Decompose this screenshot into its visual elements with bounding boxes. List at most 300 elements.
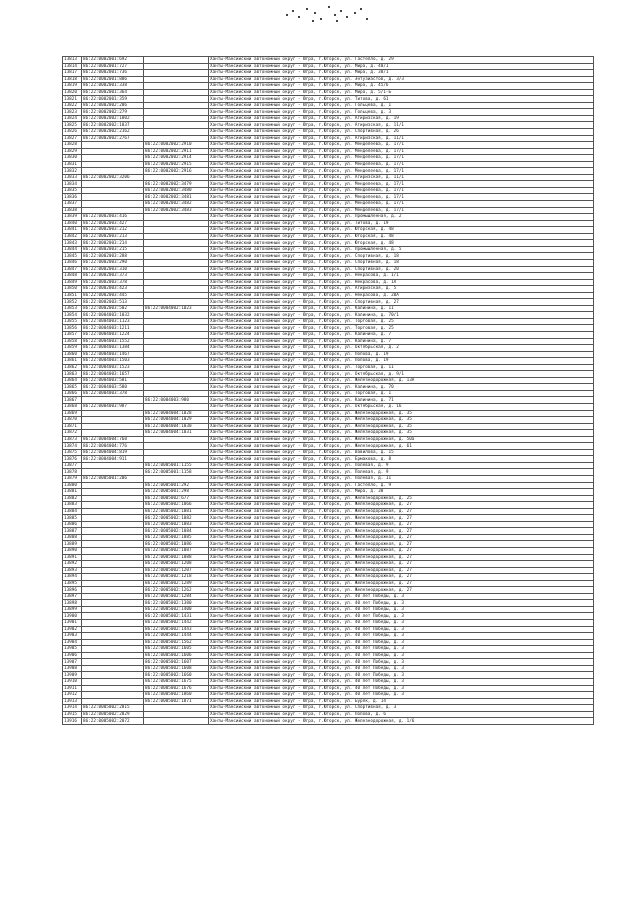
linked-cadastral-number-cell: 86:22:0005002:1085 <box>144 534 209 541</box>
cadastral-number-cell: 86:22:0002003:502 <box>82 305 144 312</box>
address-cell: Ханты-Мансийский автономный округ - Югра, г.Югорск, ул. Менделеева, д. 17/1 <box>209 194 594 201</box>
address-cell: Ханты-Мансийский автономный округ - Югра, г.Югорск, ул. Полевая, д. 9 <box>209 469 594 476</box>
row-number-cell: 13835 <box>63 187 82 194</box>
scan-speckle <box>286 14 288 16</box>
address-cell: Ханты-Мансийский автономный округ - Югра, г.Югорск, ул. Энтузиастов, д. 3/3 <box>209 76 594 83</box>
linked-cadastral-number-cell: 86:22:0005002:1660 <box>144 672 209 679</box>
row-number-cell: 13905 <box>63 646 82 653</box>
address-cell: Ханты-Мансийский автономный округ - Югра, г.Югорск, ул. Железнодорожная, д. 35 <box>209 430 594 437</box>
linked-cadastral-number-cell: 86:22:0004004:1030 <box>144 423 209 430</box>
cadastral-number-cell: 86:22:0002001:727 <box>82 63 144 70</box>
address-cell: Ханты-Мансийский автономный округ - Югра, г.Югорск, ул. 40 лет Победы, д. 3 <box>209 685 594 692</box>
linked-cadastral-number-cell: 86:22:0002002:2915 <box>144 161 209 168</box>
row-number-cell: 13838 <box>63 207 82 214</box>
linked-cadastral-number-cell: 86:22:0004002:1023 <box>144 305 209 312</box>
address-cell: Ханты-Мансийский автономный округ - Югра, г.Югорск, ул. Железнодорожная, д. 27 <box>209 554 594 561</box>
linked-cadastral-number-cell: 86:22:0005002:1218 <box>144 574 209 581</box>
address-cell: Ханты-Мансийский автономный округ - Югра, г.Югорск, ул. Спортивная, д. 27 <box>209 299 594 306</box>
address-cell: Ханты-Мансийский автономный округ - Югра, г.Югорск, ул. Железнодорожная, д. 13А <box>209 377 594 384</box>
address-cell: Ханты-Мансийский автономный округ - Югра, г.Югорск, ул. Калинина, д. 7 <box>209 331 594 338</box>
scan-speckle <box>334 14 336 16</box>
cadastral-number-cell: 86:22:0004004:819 <box>82 449 144 456</box>
row-number-cell: 13911 <box>63 685 82 692</box>
linked-cadastral-number-cell: 86:22:0002002:3481 <box>144 194 209 201</box>
address-cell: Ханты-Мансийский автономный округ - Югра, г.Югорск, ул. Гастелло, д. 9 <box>209 482 594 489</box>
linked-cadastral-number-cell: 86:22:0005002:1400 <box>144 606 209 613</box>
linked-cadastral-number-cell: 86:22:0002002:3480 <box>144 187 209 194</box>
linked-cadastral-number-cell: 86:22:0005002:1443 <box>144 626 209 633</box>
linked-cadastral-number-cell: 86:22:0005002:1431 <box>144 613 209 620</box>
row-number-cell: 13901 <box>63 620 82 627</box>
row-number-cell: 13907 <box>63 659 82 666</box>
scan-speckle <box>320 18 322 20</box>
row-number-cell: 13897 <box>63 593 82 600</box>
row-number-cell: 13852 <box>63 299 82 306</box>
row-number-cell: 13898 <box>63 600 82 607</box>
cadastral-number-cell: 86:22:0002001:806 <box>82 76 144 83</box>
row-number-cell: 13868 <box>63 403 82 410</box>
address-cell: Ханты-Мансийский автономный округ - Югра, г.Югорск, ул. 40 лет Победы, д. 3 <box>209 606 594 613</box>
row-number-cell: 13825 <box>63 122 82 129</box>
row-number-cell: 13871 <box>63 423 82 430</box>
address-cell: Ханты-Мансийский автономный округ - Югра, г.Югорск, ул. Менделеева, д. 17/1 <box>209 142 594 149</box>
cadastral-number-cell: 86:22:0002002:206 <box>82 102 144 109</box>
linked-cadastral-number-cell: 86:22:0005002:1606 <box>144 652 209 659</box>
cadastral-number-cell: 86:22:0002003:423 <box>82 286 144 293</box>
address-cell: Ханты-Мансийский автономный округ - Югра, г.Югорск, ул. Титова, д. 61 <box>209 96 594 103</box>
address-cell: Ханты-Мансийский автономный округ - Югра, г.Югорск, ул. Октябрьская, д. 16 <box>209 403 594 410</box>
address-cell: Ханты-Мансийский автономный округ - Югра, г.Югорск, ул. Мира, д. 5/1-Б <box>209 89 594 96</box>
address-cell: Ханты-Мансийский автономный округ - Югра, г.Югорск, ул. Калинина, д. 71 <box>209 397 594 404</box>
cadastral-number-cell: 86:22:0004003:1123 <box>82 318 144 325</box>
row-number-cell: 13856 <box>63 325 82 332</box>
address-cell: Ханты-Мансийский автономный округ - Югра, г.Югорск, ул. Агиризская, д. 11/1 <box>209 122 594 129</box>
linked-cadastral-number-cell: 86:22:0005001:1158 <box>144 469 209 476</box>
linked-cadastral-number-cell: 86:22:0005002:1605 <box>144 646 209 653</box>
address-cell: Ханты-Мансийский автономный округ - Югра, г.Югорск, ул. Некрасова, д. 20А <box>209 292 594 299</box>
row-number-cell: 13883 <box>63 502 82 509</box>
linked-cadastral-number-cell: 86:22:0005002:1860 <box>144 692 209 699</box>
linked-cadastral-number-cell: 86:22:0005002:1871 <box>144 698 209 705</box>
row-number-cell: 13891 <box>63 554 82 561</box>
linked-cadastral-number-cell: 86:22:0002002:2911 <box>144 148 209 155</box>
address-cell: Ханты-Мансийский автономный округ - Югра, г.Югорск, ул. Калинина, д. 70/1 <box>209 312 594 319</box>
address-cell: Ханты-Мансийский автономный округ - Югра, г.Югорск, ул. 40 лет Победы, д. 3 <box>209 652 594 659</box>
linked-cadastral-number-cell: 86:22:0002002:3482 <box>144 201 209 208</box>
row-number-cell: 13903 <box>63 633 82 640</box>
address-cell: Ханты-Мансийский автономный округ - Югра, г.Югорск, ул. Железнодорожная, д. 27 <box>209 515 594 522</box>
cadastral-number-cell: 86:22:0002002:2767 <box>82 135 144 142</box>
linked-cadastral-number-cell: 86:22:0005002:677 <box>144 495 209 502</box>
row-number-cell: 13866 <box>63 390 82 397</box>
linked-cadastral-number-cell: 86:22:0005001:298 <box>144 489 209 496</box>
address-cell: Ханты-Мансийский автономный округ - Югра, г.Югорск, ул. Менделеева, д. 17/1 <box>209 201 594 208</box>
row-number-cell: 13860 <box>63 351 82 358</box>
address-cell: Ханты-Мансийский автономный округ - Югра, г.Югорск, ул. Мира, д. 38 <box>209 489 594 496</box>
row-number-cell: 13882 <box>63 495 82 502</box>
row-number-cell: 13818 <box>63 76 82 83</box>
linked-cadastral-number-cell: 86:22:0005002:1087 <box>144 548 209 555</box>
row-number-cell: 13888 <box>63 534 82 541</box>
address-cell: Ханты-Мансийский автономный округ - Югра, г.Югорск, ул. Железнодорожная, д. 27 <box>209 502 594 509</box>
address-cell: Ханты-Мансийский автономный округ - Югра, г.Югорск, ул. Югорская, д. 48 <box>209 227 594 234</box>
address-cell: Ханты-Мансийский автономный округ - Югра, г.Югорск, ул. 40 лет Победы, д. 3 <box>209 620 594 627</box>
address-cell: Ханты-Мансийский автономный округ - Югра, г.Югорск, ул. 40 лет Победы, д. 3 <box>209 665 594 672</box>
address-cell: Ханты-Мансийский автономный округ - Югра, г.Югорск, ул. Железнодорожная, д. 27 <box>209 541 594 548</box>
row-number-cell: 13834 <box>63 181 82 188</box>
row-number-cell: 13822 <box>63 102 82 109</box>
address-cell: Ханты-Мансийский автономный округ - Югра, г.Югорск, ул. Югорская, д. 48 <box>209 233 594 240</box>
address-cell: Ханты-Мансийский автономный округ - Югра, г.Югорск, ул. Югорская, д. 48 <box>209 240 594 247</box>
address-cell: Ханты-Мансийский автономный округ - Югра, г.Югорск, ул. Агиризская, д. 5 <box>209 286 594 293</box>
row-number-cell: 13858 <box>63 338 82 345</box>
row-number-cell: 13895 <box>63 580 82 587</box>
row-number-cell: 13910 <box>63 678 82 685</box>
cadastral-number-cell: 86:22:0004003:987 <box>82 403 144 410</box>
address-cell: Ханты-Мансийский автономный округ - Югра, г.Югорск, ул. Калинина, д. 7 <box>209 338 594 345</box>
address-cell: Ханты-Мансийский автономный округ - Югра, г.Югорск, ул. 40 лет Победы, д. 3 <box>209 600 594 607</box>
cadastral-number-cell: 86:22:0004004:911 <box>82 456 144 463</box>
row-number-cell: 13892 <box>63 561 82 568</box>
row-number-cell: 13850 <box>63 286 82 293</box>
scan-speckle <box>354 12 356 14</box>
linked-cadastral-number-cell: 86:22:0005002:1284 <box>144 593 209 600</box>
address-cell: Ханты-Мансийский автономный округ - Югра, г.Югорск, ул. Железнодорожная, д. 27 <box>209 580 594 587</box>
row-number-cell: 13893 <box>63 567 82 574</box>
address-cell: Ханты-Мансийский автономный округ - Югра, г.Югорск, ул. 40 лет Победы, д. 3 <box>209 659 594 666</box>
address-cell: Ханты-Мансийский автономный округ - Югра, г.Югорск, ул. Менделеева, д. 17/1 <box>209 168 594 175</box>
row-number-cell: 13823 <box>63 109 82 116</box>
row-number-cell: 13916 <box>63 718 82 725</box>
address-cell: Ханты-Мансийский автономный округ - Югра, г.Югорск, ул. Менделеева, д. 17/1 <box>209 187 594 194</box>
address-cell: Ханты-Мансийский автономный округ - Югра, г.Югорск, ул. Спортивная, д. 18 <box>209 253 594 260</box>
cadastral-number-cell: 86:22:0004003:580 <box>82 384 144 391</box>
address-cell: Ханты-Мансийский автономный округ - Югра, г.Югорск, ул. Торговая, д. 25 <box>209 318 594 325</box>
address-cell: Ханты-Мансийский автономный округ - Югра, г.Югорск, ул. Гольцева, д. 1 <box>209 102 594 109</box>
address-cell: Ханты-Мансийский автономный округ - Югра, г.Югорск, ул. Калинина, д. 11 <box>209 305 594 312</box>
address-cell: Ханты-Мансийский автономный округ - Югра, г.Югорск, ул. Мира, д. 45/6 <box>209 83 594 90</box>
row-number-cell: 13819 <box>63 83 82 90</box>
row-number-cell: 13836 <box>63 194 82 201</box>
row-number-cell: 13909 <box>63 672 82 679</box>
linked-cadastral-number-cell: 86:22:0004004:1031 <box>144 430 209 437</box>
address-cell: Ханты-Мансийский автономный округ - Югра, г.Югорск, ул. Агиризская, д. 11/1 <box>209 174 594 181</box>
scan-speckle <box>312 20 314 22</box>
cadastral-number-cell: 86:22:0005001:206 <box>82 476 144 483</box>
address-cell: Ханты-Мансийский автономный округ - Югра, г.Югорск, ул. Калинина, д. 70 <box>209 384 594 391</box>
address-cell: Ханты-Мансийский автономный округ - Югра, г.Югорск, ул. Железнодорожная, д. 35 <box>209 423 594 430</box>
linked-cadastral-number-cell: 86:22:0005002:1088 <box>144 554 209 561</box>
row-number-cell: 13842 <box>63 233 82 240</box>
cadastral-number-cell: 86:22:0002002:3206 <box>82 174 144 181</box>
cadastral-number-cell: 86:22:0004003:1467 <box>82 351 144 358</box>
linked-cadastral-number-cell: 86:22:0005002:1380 <box>144 600 209 607</box>
address-cell: Ханты-Мансийский автономный округ - Югра, г.Югорск, ул. Попова, д. 6 <box>209 711 594 718</box>
scan-speckle <box>306 8 308 10</box>
row-number-cell: 13832 <box>63 168 82 175</box>
row-number-cell: 13829 <box>63 148 82 155</box>
address-cell: Ханты-Мансийский автономный округ - Югра, г.Югорск, ул. Железнодорожная, д. 27 <box>209 587 594 594</box>
address-cell: Ханты-Мансийский автономный округ - Югра, г.Югорск, ул. Гастелло, д. 29 <box>209 57 594 64</box>
address-cell: Ханты-Мансийский автономный округ - Югра, г.Югорск, ул. Спортивная, д. 20 <box>209 266 594 273</box>
row-number-cell: 13877 <box>63 462 82 469</box>
cadastral-number-cell: 86:22:0004003:1523 <box>82 364 144 371</box>
linked-cadastral-number-cell: 86:22:0005002:1675 <box>144 678 209 685</box>
row-number-cell: 13863 <box>63 371 82 378</box>
address-cell: Ханты-Мансийский автономный округ - Югра, г.Югорск, ул. Железнодорожная, д. 1/6 <box>209 718 594 725</box>
address-cell: Ханты-Мансийский автономный округ - Югра, г.Югорск, ул. Мира, д. 40/1 <box>209 63 594 70</box>
row-number-cell: 13900 <box>63 613 82 620</box>
cadastral-number-cell: 86:22:0004003:1032 <box>82 312 144 319</box>
row-number-cell: 13904 <box>63 639 82 646</box>
cadastral-number-cell: 86:22:0002002:279 <box>82 109 144 116</box>
row-number-cell: 13861 <box>63 358 82 365</box>
row-number-cell: 13906 <box>63 652 82 659</box>
cadastral-number-cell: 86:22:0004004:776 <box>82 443 144 450</box>
cadastral-number-cell: 86:22:0002003:378 <box>82 279 144 286</box>
linked-cadastral-number-cell: 86:22:0004003:980 <box>144 397 209 404</box>
address-cell: Ханты-Мансийский автономный округ - Югра, г.Югорск, ул. Полевая, д. 11 <box>209 476 594 483</box>
linked-cadastral-number-cell: 86:22:0005002:1444 <box>144 633 209 640</box>
cadastral-number-cell: 86:22:0002001:364 <box>82 89 144 96</box>
linked-cadastral-number-cell: 86:22:0002002:3483 <box>144 207 209 214</box>
row-number-cell: 13884 <box>63 508 82 515</box>
row-number-cell: 13841 <box>63 227 82 234</box>
address-cell: Ханты-Мансийский автономный округ - Югра, г.Югорск, ул. 40 лет Победы, д. 3 <box>209 613 594 620</box>
row-number-cell: 13886 <box>63 521 82 528</box>
address-cell: Ханты-Мансийский автономный округ - Югра, г.Югорск, ул. Некрасова, д. 1/1 <box>209 273 594 280</box>
row-number-cell: 13869 <box>63 410 82 417</box>
cadastral-number-cell: 86:22:0002001:359 <box>82 96 144 103</box>
linked-cadastral-number-cell <box>144 718 209 725</box>
address-cell: Ханты-Мансийский автономный округ - Югра, г.Югорск, ул. Железнодорожная, д. 35 <box>209 410 594 417</box>
row-number-cell: 13813 <box>63 57 82 64</box>
row-number-cell: 13837 <box>63 201 82 208</box>
linked-cadastral-number-cell: 86:22:0005002:1084 <box>144 528 209 535</box>
linked-cadastral-number-cell: 86:22:0005002:1676 <box>144 685 209 692</box>
linked-cadastral-number-cell: 86:22:0005002:1081 <box>144 508 209 515</box>
cadastral-number-cell: 86:22:0002003:214 <box>82 240 144 247</box>
cadastral-number-cell: 86:22:0005002:2029 <box>82 711 144 718</box>
address-cell: Ханты-Мансийский автономный округ - Югра, г.Югорск, ул. 40 лет Победы, д. 3 <box>209 646 594 653</box>
cadastral-number-cell: 86:22:0002003:212 <box>82 227 144 234</box>
row-number-cell: 13908 <box>63 665 82 672</box>
address-cell: Ханты-Мансийский автономный округ - Югра, г.Югорск, ул. Менделеева, д. 17/1 <box>209 161 594 168</box>
address-cell: Ханты-Мансийский автономный округ - Югра, г.Югорск, ул. Железнодорожная, д. 27 <box>209 574 594 581</box>
cadastral-number-cell: 86:22:0004003:1224 <box>82 331 144 338</box>
row-number-cell: 13840 <box>63 220 82 227</box>
row-number-cell: 13867 <box>63 397 82 404</box>
linked-cadastral-number-cell: 86:22:0005002:1207 <box>144 567 209 574</box>
row-number-cell: 13875 <box>63 449 82 456</box>
address-cell: Ханты-Мансийский автономный округ - Югра, г.Югорск, ул. Торговая, д. 25 <box>209 325 594 332</box>
address-cell: Ханты-Мансийский автономный округ - Югра, г.Югорск, ул. Некрасова, д. 1А <box>209 279 594 286</box>
row-number-cell: 13896 <box>63 587 82 594</box>
row-number-cell: 13839 <box>63 214 82 221</box>
scan-stamp-mark <box>276 0 386 26</box>
linked-cadastral-number-cell: 86:22:0005002:1083 <box>144 521 209 528</box>
address-cell: Ханты-Мансийский автономный округ - Югра, г.Югорск, ул. Спортивная, д. 3 <box>209 705 594 712</box>
row-number-cell: 13913 <box>63 698 82 705</box>
row-number-cell: 13912 <box>63 692 82 699</box>
address-cell: Ханты-Мансийский автономный округ - Югра, г.Югорск, ул. Менделеева, д. 17/1 <box>209 148 594 155</box>
linked-cadastral-number-cell: 86:22:0005002:1086 <box>144 541 209 548</box>
linked-cadastral-number-cell: 86:22:0004004:1029 <box>144 417 209 424</box>
address-cell: Ханты-Мансийский автономный округ - Югра, г.Югорск, ул. 40 лет Победы, д. 3 <box>209 678 594 685</box>
row-number-cell: 13876 <box>63 456 82 463</box>
row-number-cell: 13865 <box>63 384 82 391</box>
address-cell: Ханты-Мансийский автономный округ - Югра, г.Югорск, ул. Промышленная, д. 2 <box>209 214 594 221</box>
cadastral-number-cell: 86:22:0002003:290 <box>82 259 144 266</box>
registry-table <box>62 56 594 725</box>
address-cell: Ханты-Мансийский автономный округ - Югра, г.Югорск, ул. Менделеева, д. 17/1 <box>209 155 594 162</box>
address-cell: Ханты-Мансийский автономный округ - Югра, г.Югорск, ул. Железнодорожная, д. 61 <box>209 443 594 450</box>
linked-cadastral-number-cell: 86:22:0005002:1082 <box>144 515 209 522</box>
address-cell: Ханты-Мансийский автономный округ - Югра, г.Югорск, ул. Торговая, д. 11 <box>209 364 594 371</box>
address-cell: Ханты-Мансийский автономный округ - Югра, г.Югорск, ул. 40 лет Победы, д. 3 <box>209 692 594 699</box>
address-cell: Ханты-Мансийский автономный округ - Югра, г.Югорск, ул. Попова, д. 19 <box>209 358 594 365</box>
row-number-cell: 13914 <box>63 705 82 712</box>
address-cell: Ханты-Мансийский автономный округ - Югра, г.Югорск, ул. Буряк, д. 14 <box>209 698 594 705</box>
row-number-cell: 13894 <box>63 574 82 581</box>
linked-cadastral-number-cell: 86:22:0004004:1028 <box>144 410 209 417</box>
cadastral-number-cell: 86:22:0002003:445 <box>82 292 144 299</box>
linked-cadastral-number-cell: 86:22:0005001:1155 <box>144 462 209 469</box>
row-number-cell: 13899 <box>63 606 82 613</box>
row-number-cell: 13874 <box>63 443 82 450</box>
linked-cadastral-number-cell: 86:22:0005002:1262 <box>144 587 209 594</box>
address-cell: Ханты-Мансийский автономный округ - Югра, г.Югорск, ул. Железнодорожная, д. 25 <box>209 495 594 502</box>
cadastral-number-cell: 86:22:0005002:2072 <box>82 718 144 725</box>
scan-speckle <box>328 6 330 8</box>
row-number-cell: 13833 <box>63 174 82 181</box>
cadastral-number-cell: 86:22:0002003:373 <box>82 273 144 280</box>
linked-cadastral-number-cell: 86:22:0005002:1208 <box>144 561 209 568</box>
address-cell: Ханты-Мансийский автономный округ - Югра, г.Югорск, ул. 40 лет Победы, д. 3 <box>209 593 594 600</box>
linked-cadastral-number-cell: 86:22:0002002:2910 <box>144 142 209 149</box>
cadastral-number-cell: 86:22:0004003:1552 <box>82 338 144 345</box>
linked-cadastral-number-cell: 86:22:0005002:1289 <box>144 580 209 587</box>
cadastral-number-cell: 86:22:0004003:1503 <box>82 358 144 365</box>
row-number-cell: 13817 <box>63 70 82 77</box>
cadastral-number-cell: 86:22:0004003:1657 <box>82 371 144 378</box>
row-number-cell: 13887 <box>63 528 82 535</box>
row-number-cell: 13824 <box>63 115 82 122</box>
row-number-cell: 13902 <box>63 626 82 633</box>
cadastral-number-cell: 86:22:0002002:1837 <box>82 122 144 129</box>
row-number-cell: 13828 <box>63 142 82 149</box>
row-number-cell: 13827 <box>63 135 82 142</box>
address-cell: Ханты-Мансийский автономный округ - Югра, г.Югорск, ул. Менделеева, д. 17/1 <box>209 207 594 214</box>
linked-cadastral-number-cell: 86:22:0005002:1562 <box>144 639 209 646</box>
linked-cadastral-number-cell: 86:22:0005002:1442 <box>144 620 209 627</box>
address-cell: Ханты-Мансийский автономный округ - Югра, г.Югорск, ул. Вавилова, д. 15 <box>209 449 594 456</box>
scan-speckle <box>292 10 294 12</box>
address-cell: Ханты-Мансийский автономный округ - Югра, г.Югорск, ул. Торговая, д. 1 <box>209 390 594 397</box>
row-number-cell: 13814 <box>63 63 82 70</box>
address-cell: Ханты-Мансийский автономный округ - Югра, г.Югорск, ул. Железнодорожная, д. 27 <box>209 548 594 555</box>
row-number-cell: 13848 <box>63 273 82 280</box>
address-cell: Ханты-Мансийский автономный округ - Югра, г.Югорск, ул. Спортивная, д. 26 <box>209 129 594 136</box>
cadastral-number-cell: 86:22:0002002:2162 <box>82 129 144 136</box>
row-number-cell: 13885 <box>63 515 82 522</box>
row-number-cell: 13849 <box>63 279 82 286</box>
cadastral-number-cell: 86:22:0002003:513 <box>82 299 144 306</box>
row-number-cell: 13851 <box>63 292 82 299</box>
cadastral-number-cell: 86:22:0002001:338 <box>82 83 144 90</box>
row-number-cell: 13864 <box>63 377 82 384</box>
row-number-cell: 13854 <box>63 312 82 319</box>
address-cell: Ханты-Мансийский автономный округ - Югра, г.Югорск, ул. Железнодорожная, д. 27 <box>209 567 594 574</box>
row-number-cell: 13879 <box>63 476 82 483</box>
row-number-cell: 13830 <box>63 155 82 162</box>
address-cell: Ханты-Мансийский автономный округ - Югра, г.Югорск, ул. Агиризская, д. 11/1 <box>209 135 594 142</box>
linked-cadastral-number-cell: 86:22:0005001:292 <box>144 482 209 489</box>
row-number-cell: 13826 <box>63 129 82 136</box>
linked-cadastral-number-cell: 86:22:0005002:1066 <box>144 502 209 509</box>
linked-cadastral-number-cell: 86:22:0002002:2914 <box>144 155 209 162</box>
cadastral-number-cell: 86:22:0004003:378 <box>82 390 144 397</box>
row-number-cell: 13820 <box>63 89 82 96</box>
linked-cadastral-number-cell: 86:22:0005002:1607 <box>144 659 209 666</box>
linked-cadastral-number-cell: 86:22:0002002:3479 <box>144 181 209 188</box>
cadastral-number-cell: 86:22:0002002:1802 <box>82 115 144 122</box>
row-number-cell: 13845 <box>63 253 82 260</box>
row-number-cell: 13873 <box>63 436 82 443</box>
address-cell: Ханты-Мансийский автономный округ - Югра, г.Югорск, ул. Железнодорожная, д. 27 <box>209 508 594 515</box>
address-cell: Ханты-Мансийский автономный округ - Югра, г.Югорск, ул. Железнодорожная, д. 27 <box>209 528 594 535</box>
address-cell: Ханты-Мансийский автономный округ - Югра, г.Югорск, ул. Титова, д. 19 <box>209 220 594 227</box>
row-number-cell: 13853 <box>63 305 82 312</box>
linked-cadastral-number-cell: 86:22:0005002:1608 <box>144 665 209 672</box>
row-number-cell: 13843 <box>63 240 82 247</box>
address-cell: Ханты-Мансийский автономный округ - Югра, г.Югорск, ул. Гольцева, д. 3 <box>209 109 594 116</box>
scan-speckle <box>298 16 300 18</box>
scan-speckle <box>360 8 362 10</box>
cadastral-number-cell: 86:22:0005002:2015 <box>82 705 144 712</box>
table-row <box>63 718 594 725</box>
address-cell: Ханты-Мансийский автономный округ - Югра, г.Югорск, ул. Мира, д. 38/1 <box>209 70 594 77</box>
row-number-cell: 13844 <box>63 246 82 253</box>
address-cell: Ханты-Мансийский автономный округ - Югра, г.Югорск, ул. 40 лет Победы, д. 3 <box>209 633 594 640</box>
row-number-cell: 13889 <box>63 541 82 548</box>
address-cell: Ханты-Мансийский автономный округ - Югра, г.Югорск, ул. Октябрьская, д. 9/1 <box>209 371 594 378</box>
cadastral-number-cell: 86:22:0004004:768 <box>82 436 144 443</box>
address-cell: Ханты-Мансийский автономный округ - Югра, г.Югорск, ул. Агиризская, д. 19 <box>209 115 594 122</box>
address-cell: Ханты-Мансийский автономный округ - Югра, г.Югорск, ул. Полевая, д. 9 <box>209 462 594 469</box>
cadastral-number-cell: 86:22:0002003:416 <box>82 214 144 221</box>
row-number-cell: 13890 <box>63 548 82 555</box>
row-number-cell: 13846 <box>63 259 82 266</box>
cadastral-number-cell: 86:22:0002001:736 <box>82 70 144 77</box>
address-cell: Ханты-Мансийский автономный округ - Югра, г.Югорск, ул. Октябрьская, д. 2 <box>209 345 594 352</box>
address-cell: Ханты-Мансийский автономный округ - Югра, г.Югорск, ул. Менделеева, д. 17/1 <box>209 181 594 188</box>
address-cell: Ханты-Мансийский автономный округ - Югра, г.Югорск, ул. 40 лет Победы, д. 3 <box>209 672 594 679</box>
cadastral-number-cell: 86:22:0004003:1384 <box>82 345 144 352</box>
cadastral-number-cell: 86:22:0002003:213 <box>82 233 144 240</box>
row-number-cell: 13855 <box>63 318 82 325</box>
row-number-cell: 13847 <box>63 266 82 273</box>
address-cell: Ханты-Мансийский автономный округ - Югра, г.Югорск, ул. 40 лет Победы, д. 3 <box>209 639 594 646</box>
cadastral-number-cell: 86:22:0002001:692 <box>82 57 144 64</box>
row-number-cell: 13862 <box>63 364 82 371</box>
address-cell: Ханты-Мансийский автономный округ - Югра, г.Югорск, ул. Железнодорожная, д. 27 <box>209 561 594 568</box>
row-number-cell: 13870 <box>63 417 82 424</box>
address-cell: Ханты-Мансийский автономный округ - Югра, г.Югорск, ул. Железнодорожная, д. 27 <box>209 534 594 541</box>
row-number-cell: 13915 <box>63 711 82 718</box>
cadastral-number-cell: 86:22:0002003:427 <box>82 220 144 227</box>
row-number-cell: 13859 <box>63 345 82 352</box>
